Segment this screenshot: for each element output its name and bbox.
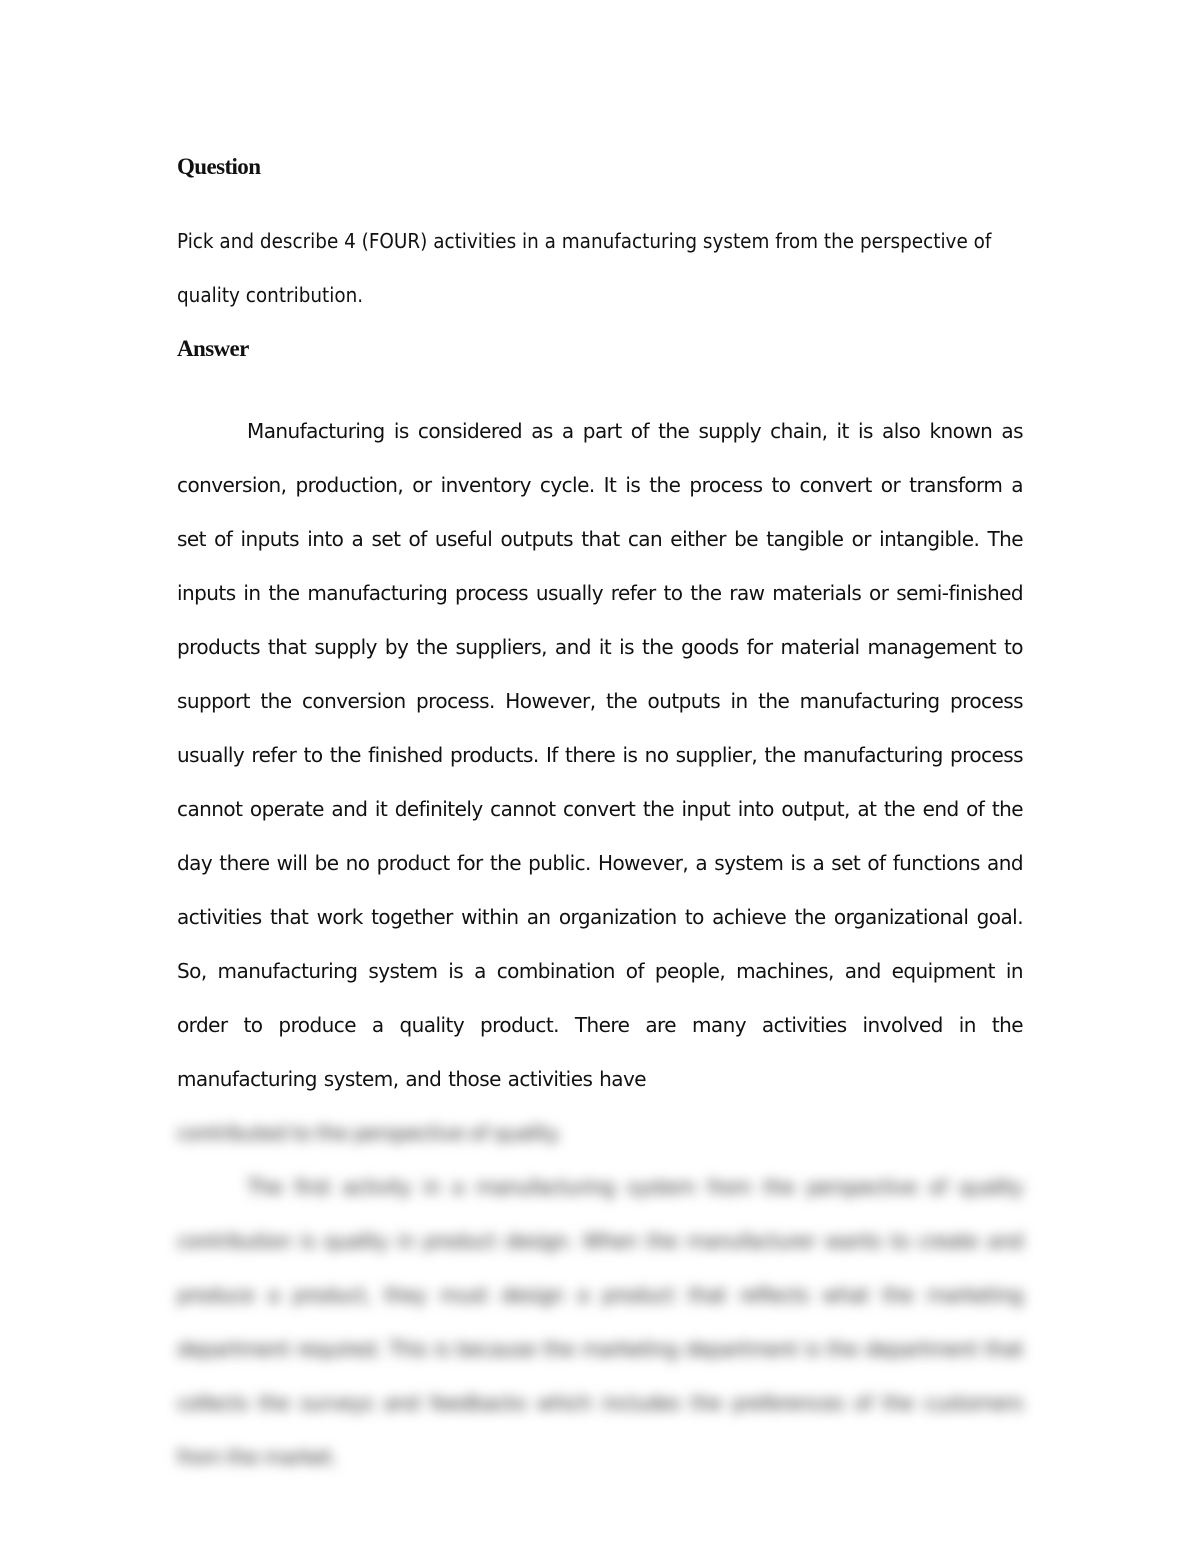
question-text-line-2: quality contribution. bbox=[177, 283, 364, 307]
answer-paragraph-2 bbox=[177, 1160, 1023, 1484]
document-page bbox=[177, 150, 1023, 1484]
blurred-content bbox=[177, 1106, 1023, 1484]
question-heading: Question bbox=[177, 154, 261, 179]
answer-paragraph-1-tail: contributed to the perspective of quality. bbox=[177, 1121, 561, 1145]
answer-heading: Answer bbox=[177, 336, 249, 361]
answer-paragraph-2-text: The first activity in a manufacturing system from the perspective of quality contribution is quality in product design. When the manufacturer wants to create and produce a product, they must design a product that reflects what the marketing department required. This is because the marketing department is the department that collects the surveys and feedbacks which includes the preferences of the customers from the market. bbox=[177, 1175, 1023, 1469]
question-text bbox=[177, 214, 1023, 322]
question-text-line-1: Pick and describe 4 (FOUR) activities in a manufacturing system from the perspective of bbox=[177, 229, 992, 253]
answer-paragraph-1 bbox=[177, 404, 1023, 1106]
answer-paragraph-1-text: Manufacturing is considered as a part of the supply chain, it is also known as conversion, production, or inventory cycle. It is the process to convert or transform a set of inputs into a set of useful outputs that can either be tangible or intangible. The inputs in the manufacturing process usually refer to the raw materials or semi-finished products that supply by the suppliers, and it is the goods for material management to support the conversion process. However, the outputs in the manufacturing process usually refer to the finished products. If there is no supplier, the manufacturing process cannot operate and it definitely cannot convert the input into output, at the end of the day there will be no product for the public. However, a system is a set of functions and activities that work together within an organization to achieve the organizational goal. So, manufacturing system is a combination of people, machines, and equipment in order to produce a quality product. There are many activities involved in the manufacturing system, and those activities have bbox=[177, 419, 1023, 1091]
